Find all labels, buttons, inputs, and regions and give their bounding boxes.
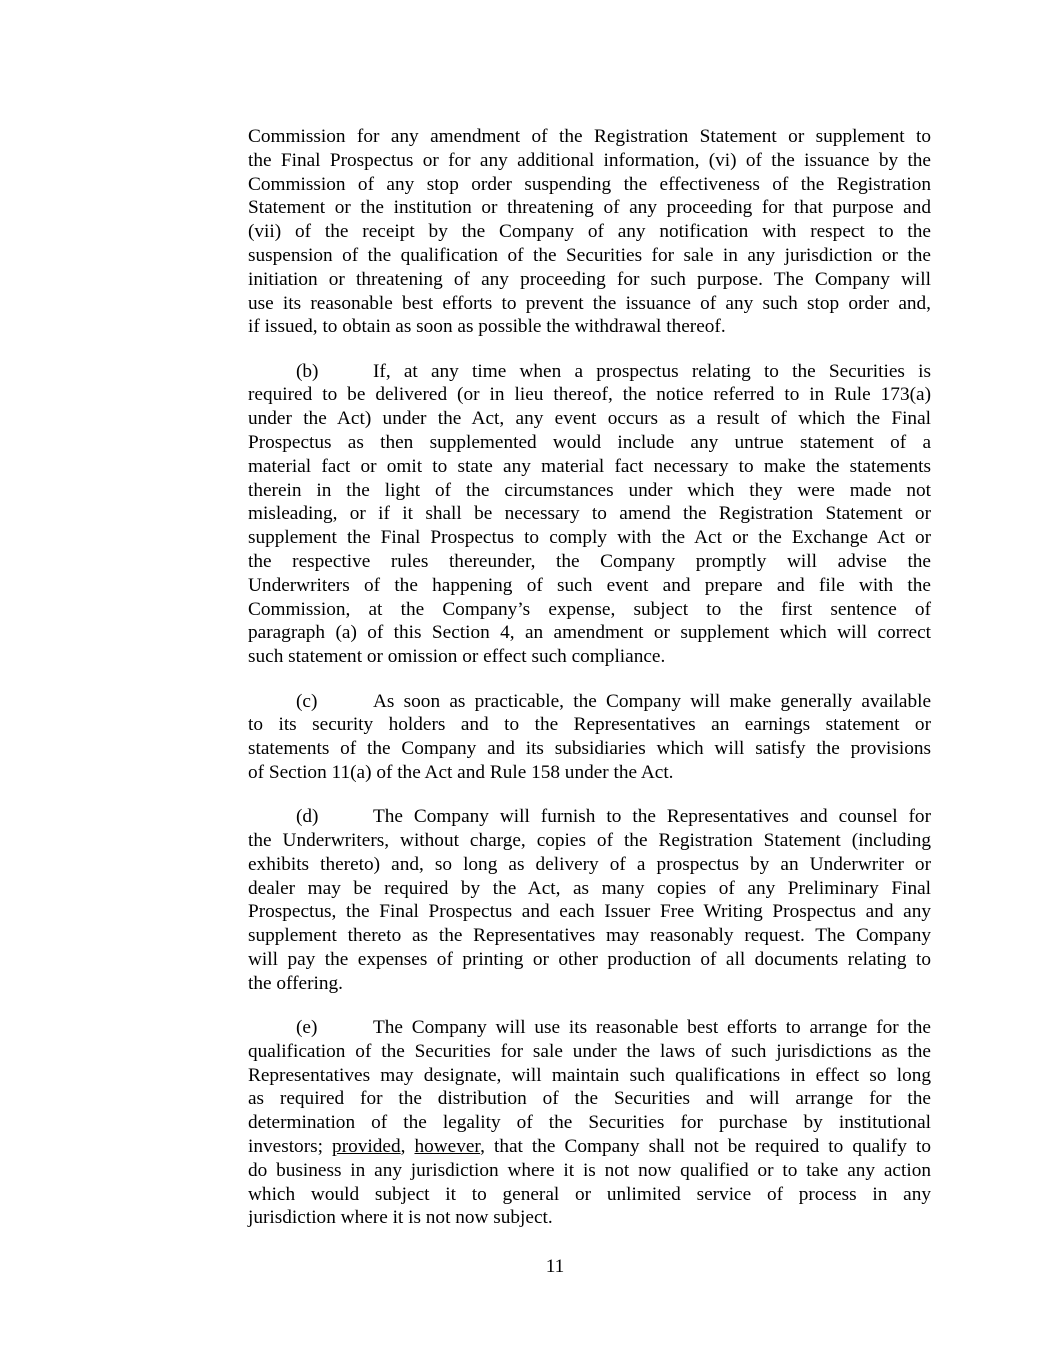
text-line xyxy=(248,829,931,853)
paragraph-label: (d) xyxy=(296,806,319,828)
line-text: Commission for any amendment of the Registration Statement or supplement to xyxy=(248,126,931,147)
paragraph xyxy=(248,125,931,339)
line-text: , that the Company shall not be required to qualify to xyxy=(480,1136,931,1158)
line-text: Prospectus as then supplemented would include any untrue statement of a xyxy=(248,432,931,454)
line-text: the Final Prospectus or for any additional information, (vi) of the issuance by the xyxy=(248,149,931,171)
text-line xyxy=(248,1040,931,1064)
text-line xyxy=(248,502,931,526)
paragraph-label: (e) xyxy=(296,1017,318,1039)
document-body xyxy=(248,125,931,1251)
line-text: As soon as practicable, the Company will make generally available xyxy=(373,690,931,712)
line-text: which would subject it to general or unlimited service of process in any xyxy=(248,1183,931,1205)
text-line xyxy=(248,877,931,901)
line-text: Underwriters of the happening of such event and prepare and file with the xyxy=(248,574,931,596)
page-number: 11 xyxy=(545,1256,565,1277)
text-line xyxy=(248,1183,931,1207)
line-text: dealer may be required by the Act, as many copies of any Preliminary Final xyxy=(248,877,931,899)
line-text: Prospectus, the Final Prospectus and each Issuer Free Writing Prospectus and any xyxy=(248,901,931,923)
text-line xyxy=(248,1087,931,1111)
text-line xyxy=(248,526,931,550)
line-text: determination of the legality of the Securities for purchase by institutional xyxy=(248,1112,931,1134)
text-line xyxy=(248,407,931,431)
paragraph xyxy=(248,1016,931,1230)
line-text: as required for the distribution of the Securities and will arrange for the xyxy=(248,1088,931,1110)
text-line xyxy=(248,598,931,622)
line-text: The Company will furnish to the Representatives and counsel for xyxy=(373,806,931,828)
text-line xyxy=(248,645,931,669)
text-line xyxy=(248,1159,931,1183)
line-text: do business in any jurisdiction where it is not now qualified or to take any action xyxy=(248,1159,931,1181)
line-text: material fact or omit to state any material fact necessary to make the statements xyxy=(248,455,931,477)
text-line xyxy=(248,292,931,316)
text-line xyxy=(248,948,931,972)
text-line xyxy=(248,196,931,220)
line-text: supplement the Final Prospectus to comply with the Act or the Exchange Act or xyxy=(248,527,931,549)
line-text: investors; xyxy=(248,1136,333,1158)
text-line xyxy=(248,1064,931,1088)
text-line xyxy=(248,1206,931,1230)
text-line xyxy=(248,853,931,877)
line-text: Representatives may designate, will maintain such qualifications in effect so long xyxy=(248,1064,931,1086)
text-line xyxy=(248,761,931,785)
text-line xyxy=(248,268,931,292)
line-text: Commission, at the Company’s expense, subject to the first sentence of xyxy=(248,598,931,620)
text-line xyxy=(248,924,931,948)
line-text: supplement thereto as the Representatives may reasonably request. The Company xyxy=(248,925,931,947)
line-text: If, at any time when a prospectus relating to the Securities is xyxy=(373,360,931,382)
text-line xyxy=(248,621,931,645)
text-line xyxy=(248,900,931,924)
text-line xyxy=(248,972,931,996)
line-text: under the Act) under the Act, any event occurs as a result of which the Final xyxy=(248,408,931,430)
paragraph xyxy=(248,360,931,669)
text-line xyxy=(248,360,931,384)
text-line xyxy=(248,125,931,149)
line-text: if issued, to obtain as soon as possible the withdrawal thereof. xyxy=(248,316,726,338)
line-text: such statement or omission or effect such compliance. xyxy=(248,646,666,668)
text-line xyxy=(248,1016,931,1040)
line-text: qualification of the Securities for sale under the laws of such jurisdictions as the xyxy=(248,1040,931,1062)
text-line xyxy=(248,244,931,268)
text-line xyxy=(248,1135,931,1159)
line-text: initiation or threatening of any proceeding for such purpose. The Company will xyxy=(248,268,931,290)
line-text: jurisdiction where it is not now subject. xyxy=(248,1207,553,1229)
line-text: of Section 11(a) of the Act and Rule 158 under the Act. xyxy=(248,761,674,783)
underlined-term: however xyxy=(414,1136,481,1158)
line-text: exhibits thereto) and, so long as delivery of a prospectus by an Underwriter or xyxy=(248,853,931,875)
line-text: the offering. xyxy=(248,972,343,994)
text-line xyxy=(248,431,931,455)
text-line xyxy=(248,550,931,574)
text-line xyxy=(248,737,931,761)
line-text: , xyxy=(400,1136,415,1158)
line-text: The Company will use its reasonable best efforts to arrange for the xyxy=(373,1017,931,1039)
paragraph-label: (c) xyxy=(296,690,318,712)
text-line xyxy=(248,479,931,503)
text-line xyxy=(248,1111,931,1135)
line-text: suspension of the qualification of the Securities for sale in any jurisdiction or the xyxy=(248,244,931,266)
text-line xyxy=(248,455,931,479)
line-text: will pay the expenses of printing or other production of all documents relating to xyxy=(248,949,931,970)
line-text: Commission of any stop order suspending the effectiveness of the Registration xyxy=(248,173,931,195)
line-text: therein in the light of the circumstances under which they were made not xyxy=(248,479,931,501)
underlined-term: provided xyxy=(332,1136,401,1158)
text-line xyxy=(248,149,931,173)
text-line xyxy=(248,713,931,737)
line-text: Statement or the institution or threatening of any proceeding for that purpose and xyxy=(248,197,931,219)
text-line xyxy=(248,383,931,407)
line-text: misleading, or if it shall be necessary to amend the Registration Statement or xyxy=(248,503,931,525)
text-line xyxy=(248,574,931,598)
line-text: (vii) of the receipt by the Company of any notification with respect to the xyxy=(248,221,931,243)
text-line xyxy=(248,690,931,714)
text-line xyxy=(248,220,931,244)
line-text: paragraph (a) of this Section 4, an amendment or supplement which will correct xyxy=(248,622,931,644)
paragraph xyxy=(248,690,931,785)
line-text: the respective rules thereunder, the Company promptly will advise the xyxy=(248,551,931,573)
paragraph-label: (b) xyxy=(296,360,319,382)
line-text: the Underwriters, without charge, copies of the Registration Statement (including xyxy=(248,830,931,852)
line-text: to its security holders and to the Representatives an earnings statement or xyxy=(248,714,931,736)
text-line xyxy=(248,173,931,197)
text-line xyxy=(248,315,931,339)
paragraph xyxy=(248,805,931,995)
line-text: use its reasonable best efforts to prevent the issuance of any such stop order and, xyxy=(248,292,931,314)
line-text: statements of the Company and its subsidiaries which will satisfy the provisions xyxy=(248,738,931,760)
text-line xyxy=(248,805,931,829)
line-text: required to be delivered (or in lieu thereof, the notice referred to in Rule 173(a) xyxy=(248,384,931,406)
